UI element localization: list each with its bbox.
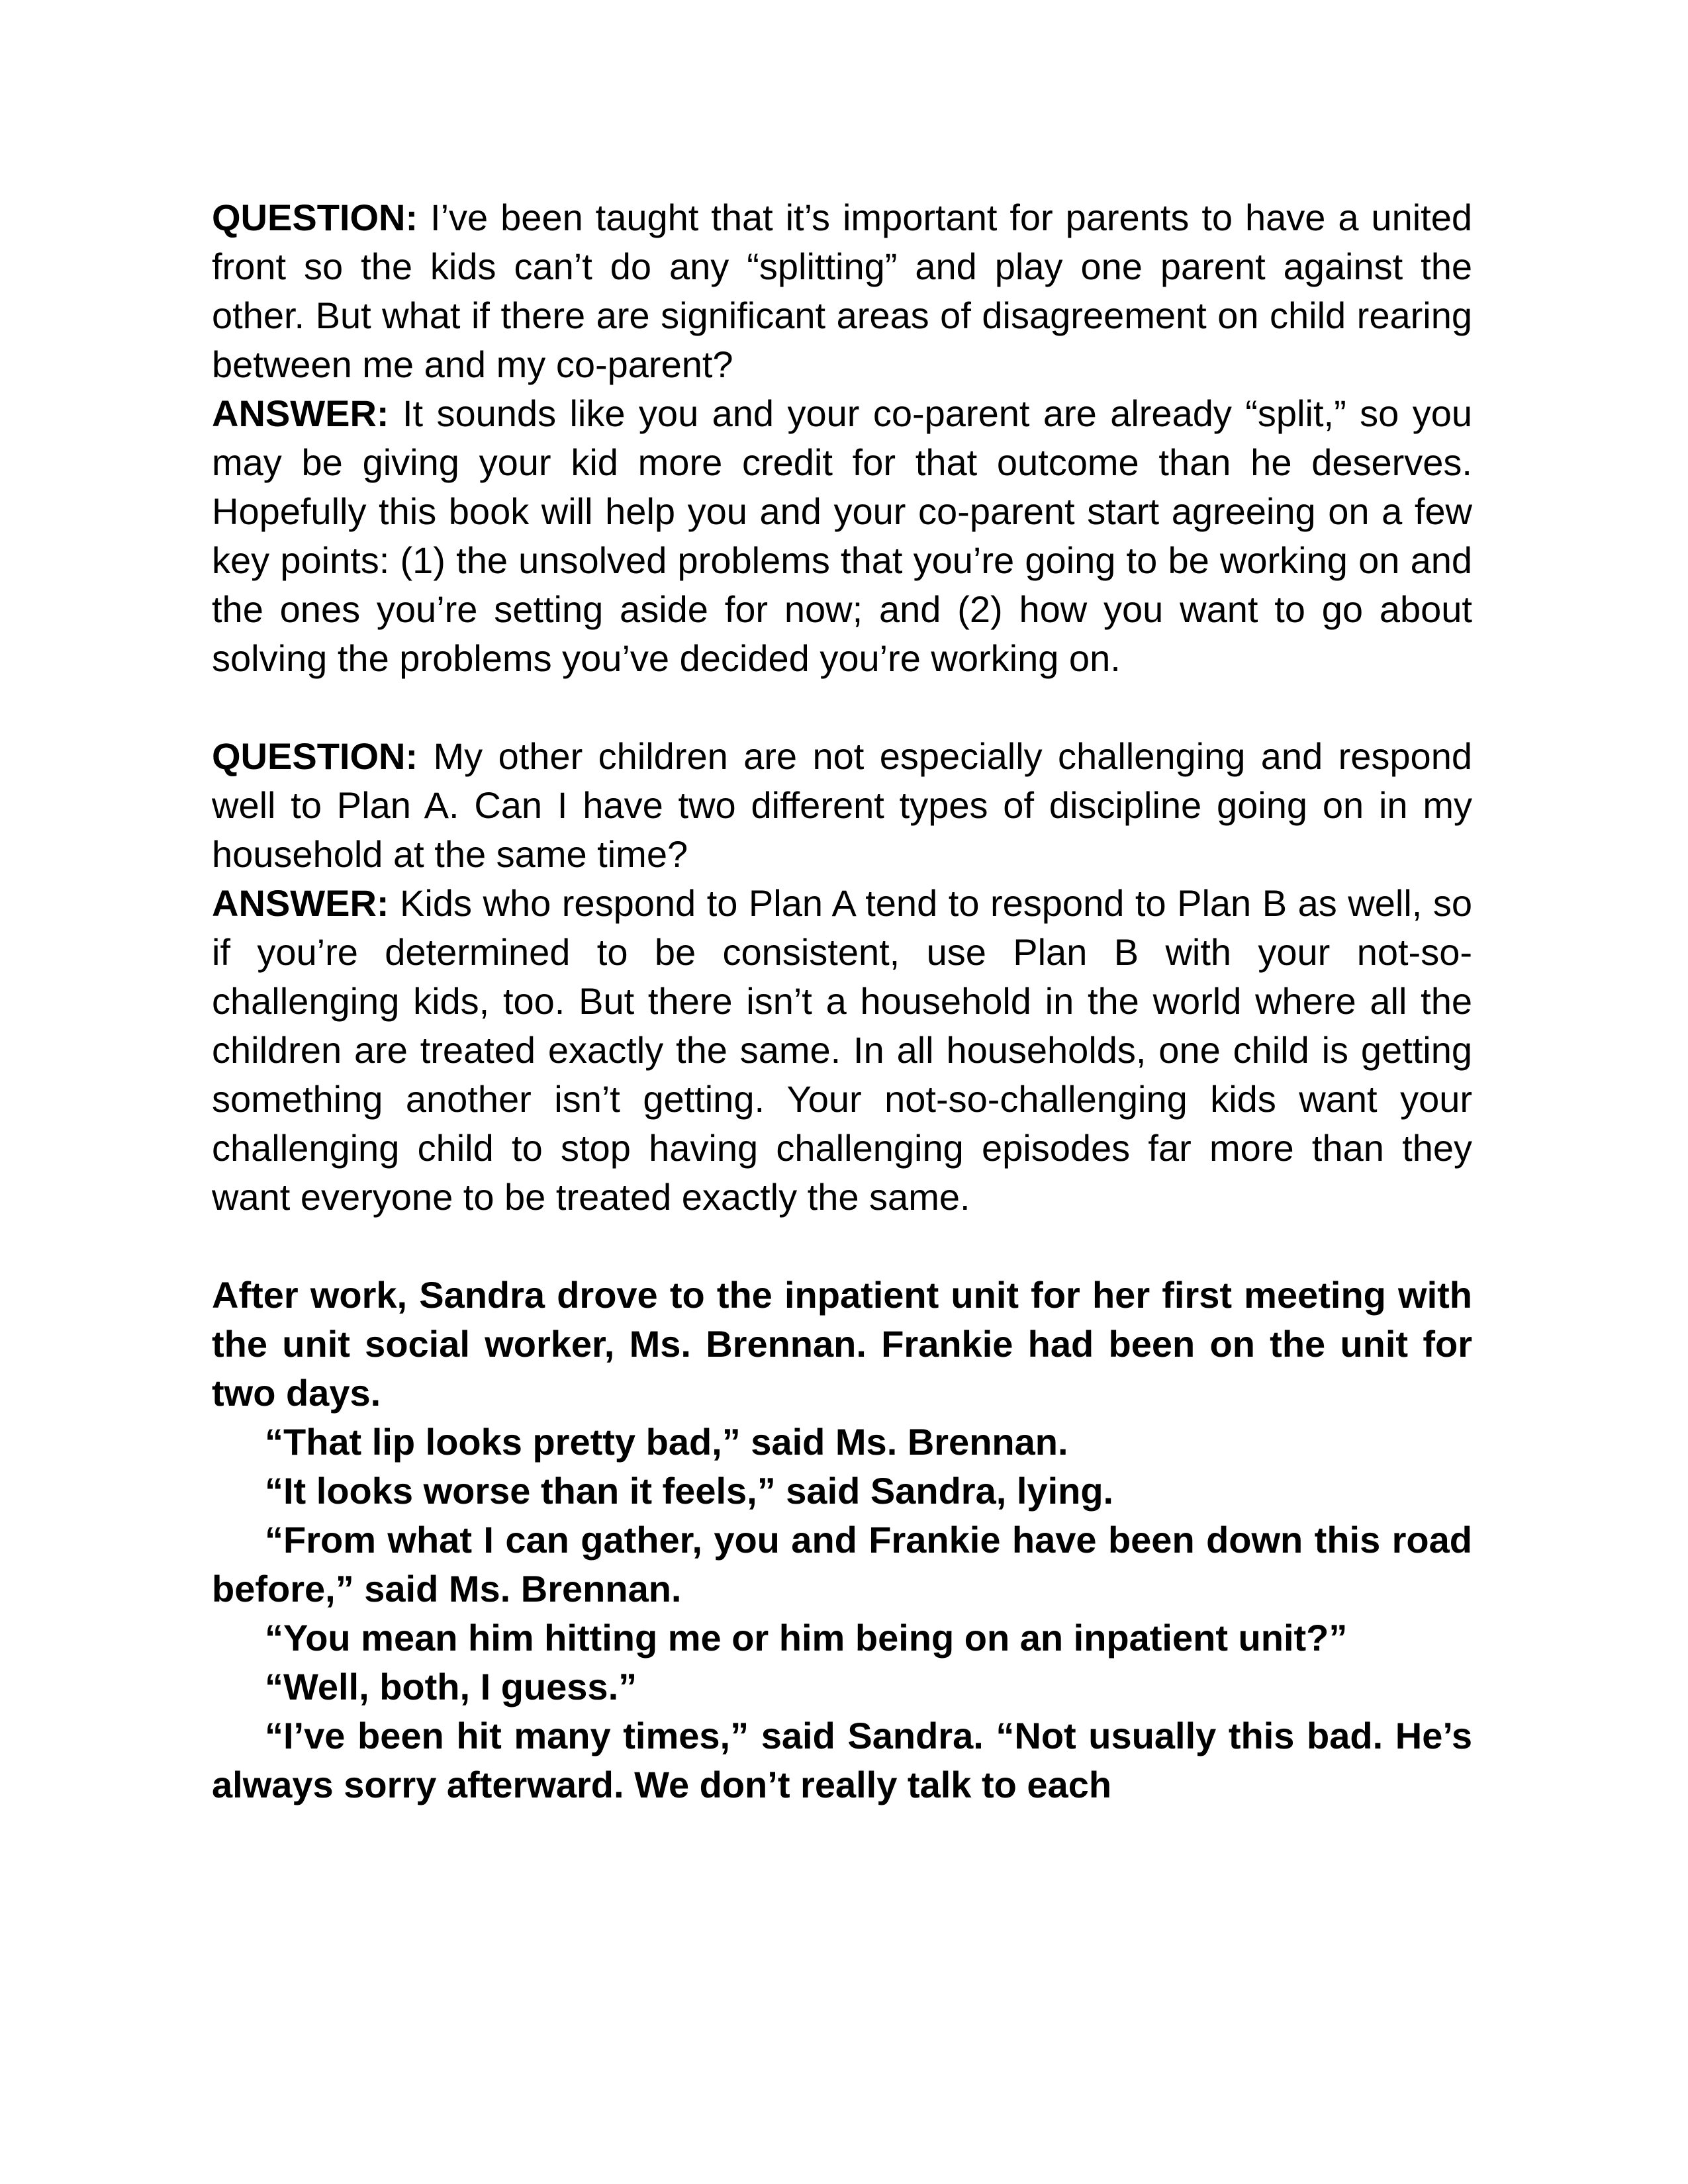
question-label: QUESTION: <box>212 197 418 238</box>
question-label: QUESTION: <box>212 735 418 777</box>
story-dialogue-line: “You mean him hitting me or him being on an inpatient unit?” <box>265 1617 1348 1659</box>
answer-paragraph <box>212 879 1472 1222</box>
paragraph-gap <box>212 1222 1472 1271</box>
answer-paragraph <box>212 389 1472 683</box>
answer-text: Kids who respond to Plan A tend to respond to Plan B as well, so if you’re determined to be consistent, use Plan B with your not-so-challenging kids, too. But there isn’t a household in the world where all the children are treated exactly the same. In all households, one child is getting something another isn’t getting. Your not-so-challenging kids want your challenging child to stop having challenging episodes far more than they want everyone to be treated exactly the same. <box>212 882 1472 1218</box>
answer-text: It sounds like you and your co-parent are already “split,” so you may be giving your kid more credit for that outcome than he deserves. Hopefully this book will help you and your co-parent start agreeing on a few key points: (1) the unsolved problems that you’re going to be working on and the ones you’re setting aside for now; and (2) how you want to go about solving the problems you’ve decided you’re working on. <box>212 392 1472 679</box>
qa-block-2 <box>212 732 1472 1222</box>
story-dialogue-line: “Well, both, I guess.” <box>265 1666 637 1707</box>
story-block <box>212 1271 1472 1809</box>
paragraph-gap <box>212 683 1472 732</box>
story-dialogue-line: “It looks worse than it feels,” said Sandra, lying. <box>265 1470 1114 1512</box>
question-text: I’ve been taught that it’s important for parents to have a united front so the kids can’t do any “splitting” and play one parent against the other. But what if there are significant areas of disagreement on child rearing between me and my co-parent? <box>212 197 1472 385</box>
qa-block-1 <box>212 193 1472 683</box>
question-paragraph <box>212 732 1472 879</box>
story-dialogue-line: “I’ve been hit many times,” said Sandra. “Not usually this bad. He’s always sorry afterward. We don’t really talk to each <box>212 1715 1472 1805</box>
answer-label: ANSWER: <box>212 392 389 434</box>
question-text: My other children are not especially challenging and respond well to Plan A. Can I have two different types of discipline going on in my household at the same time? <box>212 735 1472 875</box>
document-page <box>212 193 1472 1809</box>
story-dialogue-line: “That lip looks pretty bad,” said Ms. Brennan. <box>265 1421 1068 1463</box>
story-opening-paragraph: After work, Sandra drove to the inpatient unit for her first meeting with the unit social worker, Ms. Brennan. Frankie had been on the unit for two days. <box>212 1274 1472 1414</box>
story-dialogue-line: “From what I can gather, you and Frankie have been down this road before,” said Ms. Brennan. <box>212 1519 1472 1610</box>
question-paragraph <box>212 193 1472 389</box>
answer-label: ANSWER: <box>212 882 389 924</box>
